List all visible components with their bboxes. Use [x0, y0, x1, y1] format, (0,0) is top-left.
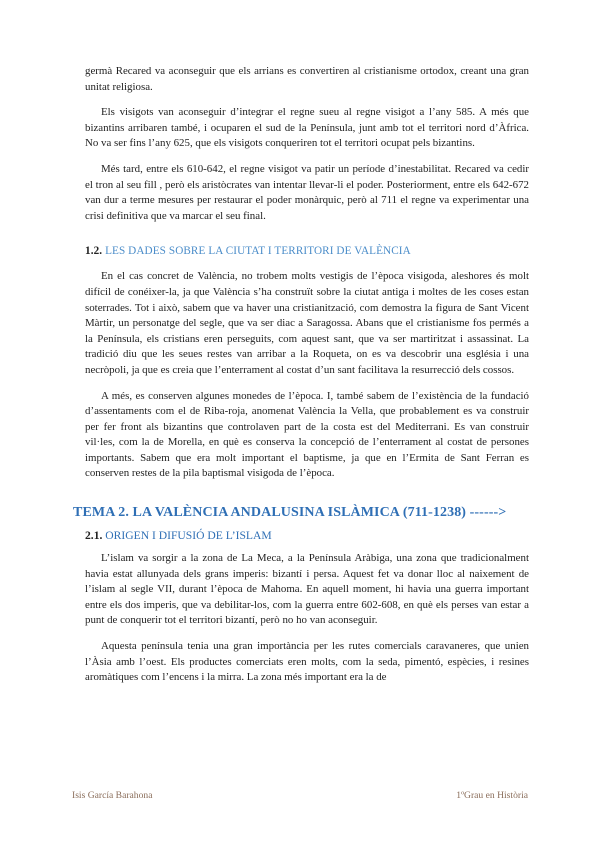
section-heading-1-2 [85, 244, 529, 259]
section-number: 1.2. [85, 245, 103, 258]
paragraph-intro-3: Més tard, entre els 610-642, el regne visigot va patir un període d’inestabilitat. Recared va cedir el tron al seu fill , però els aristòcrates van intentar llevar-li el poder. Posteriorment, entre els 642-672 van dur a terme mesures per restaurar el poder monàrquic, però al 711 el regne va experimentar una crisi definitiva que va marcar el seu final. [85, 162, 529, 222]
paragraph-2-1-a: L’islam va sorgir a la zona de La Meca, a la Península Aràbiga, una zona que tradicionalment havia estat allunyada dels grans imperis: bizantí i persa. Aquest fet va donar lloc al naixement de l’islam al segle VII, durant l’època de Mahoma. En aquell moment, hi havia una guerra important entre els dos imperis, que va debilitar-los, com la guerra entre 602-608, en què els perses van estar a punt de conquerir tot el territori bizantí, però no ho van aconseguir. [85, 552, 529, 627]
section-title: LES DADES SOBRE LA CIUTAT I TERRITORI DE VALÈNCIA [105, 245, 411, 258]
chapter-heading-tema-2: TEMA 2. LA VALÈNCIA ANDALUSINA ISLÀMICA (711-1238) ------> [73, 505, 507, 521]
paragraph-intro-1: germà Recared va aconseguir que els arrians es convertiren al cristianisme ortodox, creant una gran unitat religiosa. [85, 65, 529, 93]
page-content [73, 64, 529, 696]
paragraph-1-2-a: En el cas concret de València, no trobem molts vestigis de l’època visigoda, aleshores és molt difícil de conéixer-la, ja que València s’ha construït sobre la ciutat antiga i moltes de les coses estan soterrades. Tot i això, sabem que va haver una cristianització, com demostra la figura de Sant Vicent Màrtir, un personatge del segle, que va ser diac a Saragossa. Abans que el cristianisme fos permés a la Península, els cristians eren perseguits, com aquest sant, que va ser martiritzat i assassinat. La tradició diu que les seues restes van arribar a la Roqueta, on es va descobrir una església i una necròpoli, ja que es creia que l’enterrament al costat d’un sant facilitava la resurrecció dels cossos. [85, 270, 529, 376]
section-number: 2.1. [85, 529, 103, 543]
paragraph-intro-2: Els visigots van aconseguir d’integrar el regne sueu al regne visigot a l’any 585. A més que bizantins arribaren també, i ocuparen el sud de la Península, junt amb tot el territori nord d’Àfrica. No va ser fins l’any 625, que els visigots conqueriren tot el territori ocupat pels bizantins. [85, 106, 529, 150]
page-footer [72, 790, 528, 806]
paragraph-2-1-b: Aquesta península tenia una gran importància per les rutes comercials caravaneres, que unien l’Àsia amb l’oest. Els productes comerciats eren molts, com la seda, pimentó, espècies, i resines aromàtiques com l’encens i la mirra. La zona més important era la de [85, 640, 529, 684]
section-heading-2-1 [85, 528, 529, 543]
footer-author: Isis García Barahona [72, 790, 153, 801]
paragraph-1-2-b: A més, es conserven algunes monedes de l’època. I, també sabem de l’existència de la fundació d’assentaments com el de Riba-roja, anomenat València la Vella, que probablement es va construir per fer front als bizantins que controlaven part de la costa est del Mediterrani. Es van construir vil·les, com la de Morella, en què es conserva la concepció de l’enterrament al costat de persones importants. Sabem que era molt important el baptisme, ja que en l’Ermita de Sant Ferran es conserven restes de la pila baptismal visigoda de l’època. [85, 389, 529, 480]
section-title: ORIGEN I DIFUSIÓ DE L’ISLAM [105, 529, 272, 543]
footer-course: 1ºGrau en Història [456, 790, 528, 801]
